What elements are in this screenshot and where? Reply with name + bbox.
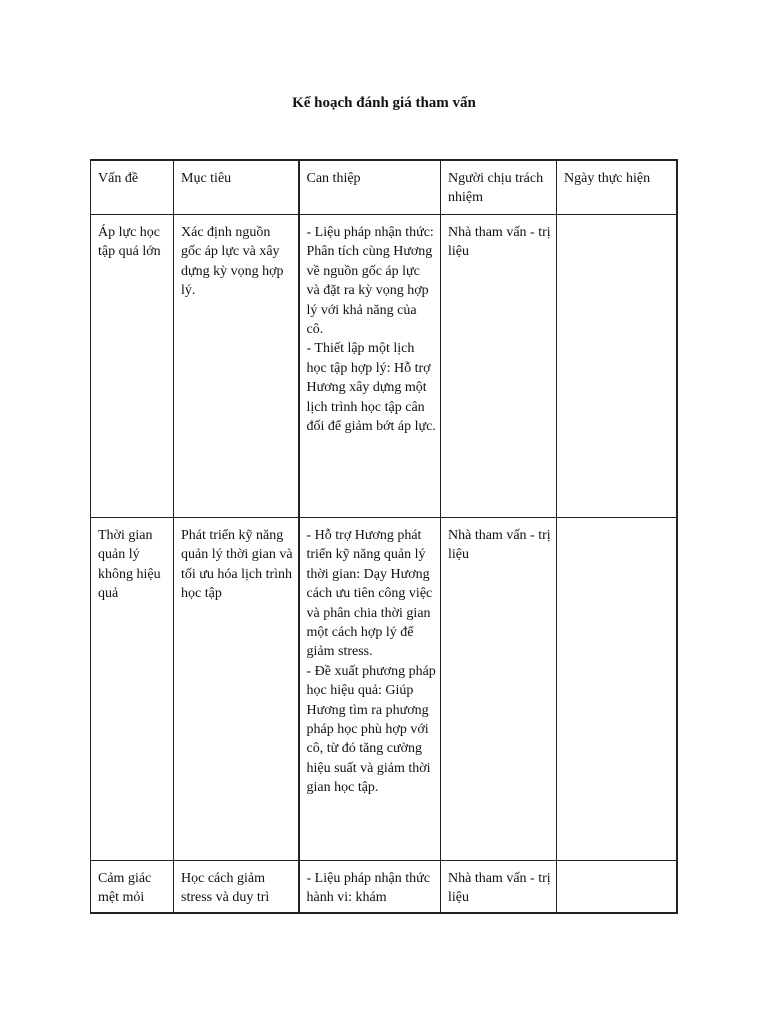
- header-intervention: Can thiệp: [299, 160, 441, 215]
- cell-responsible: Nhà tham vấn - trị liệu: [441, 518, 557, 861]
- cell-intervention: - Hỗ trợ Hương phát triển kỹ năng quản lý thời gian: Dạy Hương cách ưu tiên công việc và phân chia thời gian một cách hợp lý để giảm stress. - Đề xuất phương pháp học hiệu quả: Giúp Hương tìm ra phương pháp học phù hợp với cô, từ đó tăng cường hiệu suất và giảm thời gian học tập.: [299, 518, 441, 861]
- table-row: [91, 518, 677, 861]
- cell-issue: Áp lực học tập quá lớn: [91, 215, 174, 518]
- cell-intervention: - Liệu pháp nhận thức hành vi: khám: [299, 861, 441, 914]
- cell-date: [557, 861, 677, 914]
- cell-intervention: - Liệu pháp nhận thức: Phân tích cùng Hương về nguồn gốc áp lực và đặt ra kỳ vọng hợp lý với khả năng của cô. - Thiết lập một lịch học tập hợp lý: Hỗ trợ Hương xây dựng một lịch trình học tập cân đối để giảm bớt áp lực.: [299, 215, 441, 518]
- counseling-plan-table: [90, 159, 678, 914]
- cell-responsible: Nhà tham vấn - trị liệu: [441, 215, 557, 518]
- cell-issue: Cảm giác mệt mỏi: [91, 861, 174, 914]
- header-responsible: Người chịu trách nhiệm: [441, 160, 557, 215]
- document-title: Kế hoạch đánh giá tham vấn: [292, 95, 476, 111]
- header-goal: Mục tiêu: [174, 160, 299, 215]
- table-header-row: [91, 160, 677, 215]
- header-issue: Vấn đề: [91, 160, 174, 215]
- table-row: [91, 861, 677, 914]
- cell-issue: Thời gian quản lý không hiệu quả: [91, 518, 174, 861]
- cell-goal: Học cách giảm stress và duy trì: [174, 861, 299, 914]
- cell-responsible: Nhà tham vấn - trị liệu: [441, 861, 557, 914]
- table-row: [91, 215, 677, 518]
- cell-goal: Xác định nguồn gốc áp lực và xây dựng kỳ vọng hợp lý.: [174, 215, 299, 518]
- header-date: Ngày thực hiện: [557, 160, 677, 215]
- cell-goal: Phát triển kỹ năng quản lý thời gian và tối ưu hóa lịch trình học tập: [174, 518, 299, 861]
- cell-date: [557, 215, 677, 518]
- cell-date: [557, 518, 677, 861]
